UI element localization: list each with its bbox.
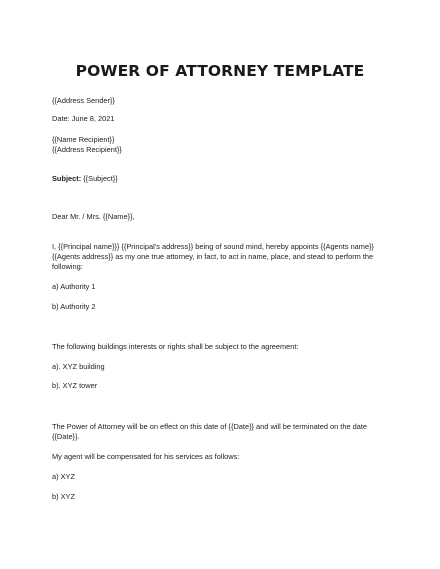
effect-paragraph-line: The Power of Attorney will be on effect on this date of {{Date}} and will be terminated on the date [52, 422, 367, 431]
date-line: Date: June 8, 2021 [52, 114, 115, 123]
authority-item: a) Authority 1 [52, 282, 96, 291]
address-recipient: {{Address Recipient}} [52, 145, 122, 154]
salutation: Dear Mr. / Mrs. {{Name}}, [52, 212, 135, 221]
address-sender: {{Address Sender}} [52, 96, 115, 105]
subject-value: {{Subject}} [81, 174, 118, 183]
compensation-item: b) XYZ [52, 492, 75, 501]
building-item: b). XYZ tower [52, 381, 98, 390]
building-item: a). XYZ building [52, 362, 105, 371]
intro-paragraph-line: {{Agents address}} as my one true attorney, in fact, to act in name, place, and stead to perform the [52, 252, 374, 261]
compensation-intro: My agent will be compensated for his services as follows: [52, 452, 240, 461]
subject-label: Subject: [52, 174, 82, 183]
effect-paragraph-line: {{Date}}. [52, 432, 80, 441]
intro-paragraph-line: following: [52, 262, 83, 271]
subject-line [52, 174, 118, 184]
authority-item: b) Authority 2 [52, 302, 96, 311]
intro-paragraph-line: I, {{Principal name}}} {{Principal’s address}} being of sound mind, hereby appoints {{Agents name}} [52, 242, 374, 251]
compensation-item: a) XYZ [52, 472, 75, 481]
buildings-intro: The following buildings interests or rights shall be subject to the agreement: [52, 342, 299, 351]
document-title: POWER OF ATTORNEY TEMPLATE [75, 62, 365, 80]
name-recipient: {{Name Recipient}} [52, 135, 115, 144]
